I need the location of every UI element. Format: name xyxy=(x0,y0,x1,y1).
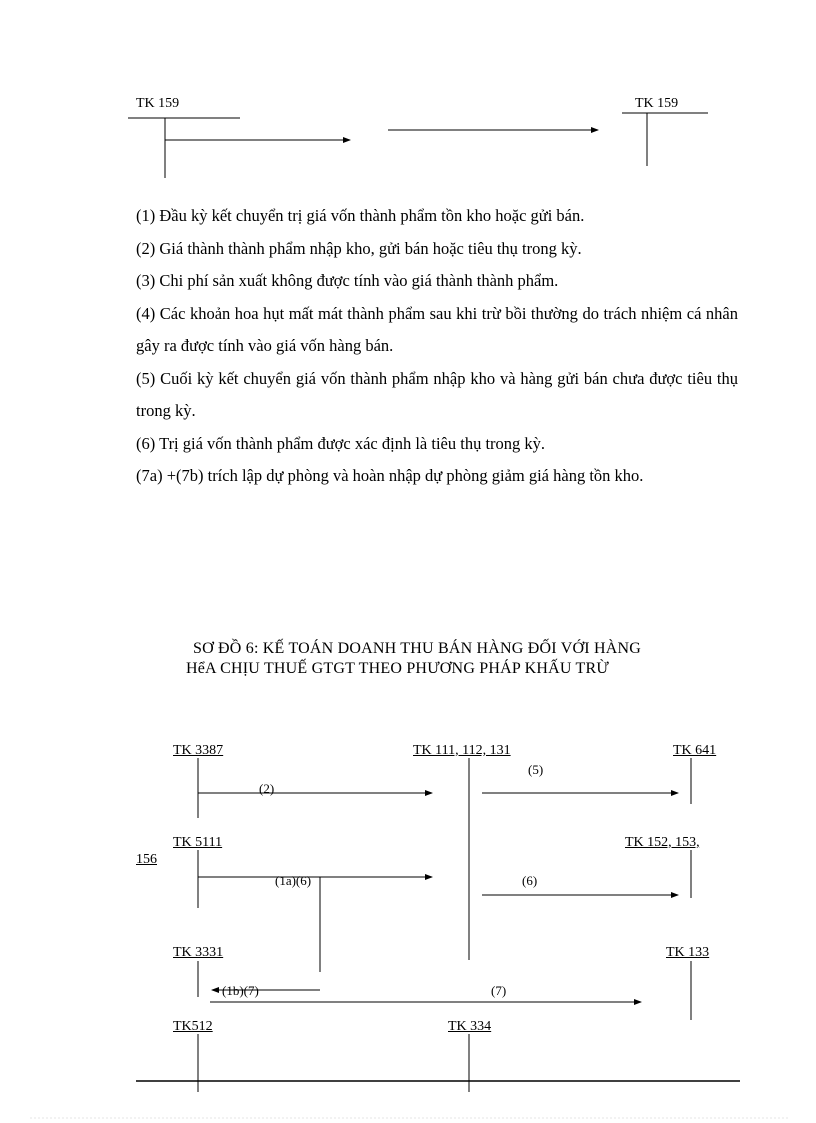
step-label-1b7: (1b)(7) xyxy=(222,983,259,998)
note-item: (5) Cuối kỳ kết chuyển giá vốn thành phẩm nhập kho và hàng gửi bán chưa được tiêu thụ trong kỳ. xyxy=(136,368,738,420)
note-item: (2) Giá thành thành phẩm nhập kho, gửi bán hoặc tiêu thụ trong kỳ. xyxy=(136,238,582,258)
note-item: (3) Chi phí sản xuất không được tính vào giá thành thành phẩm. xyxy=(136,271,559,290)
account-label-tk111: TK 111, 112, 131 xyxy=(413,743,511,758)
account-label-tk133: TK 133 xyxy=(666,945,710,960)
note-item: (7a) +(7b) trích lập dự phòng và hoàn nhập dự phòng giảm giá hàng tồn kho. xyxy=(136,466,644,485)
account-label-tk159-right: TK 159 xyxy=(635,96,679,111)
account-label-tk641: TK 641 xyxy=(673,743,717,758)
note-item: (1) Đầu kỳ kết chuyển trị giá vốn thành phẩm tồn kho hoặc gửi bán. xyxy=(136,206,585,225)
step-label-7: (7) xyxy=(491,983,507,998)
diagram-title-line2: HểA CHỊU THUẾ GTGT THEO PHƯƠNG PHÁP KHẤU TRỪ xyxy=(186,660,609,677)
account-label-tk152: TK 152, 153, xyxy=(625,835,700,850)
note-item: (6) Trị giá vốn thành phẩm được xác định là tiêu thụ trong kỳ. xyxy=(136,433,546,453)
account-label-tk152-cont: 156 xyxy=(136,852,157,867)
account-label-tk512: TK512 xyxy=(173,1019,213,1034)
diagram-title-line1: SƠ ĐỒ 6: KẾ TOÁN DOANH THU BÁN HÀNG ĐỐI VỚI HÀNG xyxy=(193,640,641,657)
account-label-tk3387: TK 3387 xyxy=(173,743,224,758)
account-label-tk159-left: TK 159 xyxy=(136,96,180,111)
note-item: (4) Các khoản hoa hụt mất mát thành phẩm sau khi trừ bồi thường do trách nhiệm cá nhân gây ra được tính vào giá vốn hàng bán. xyxy=(136,303,738,355)
account-label-tk334: TK 334 xyxy=(448,1019,492,1034)
account-label-tk3331: TK 3331 xyxy=(173,945,224,960)
step-label-2: (2) xyxy=(259,781,275,796)
account-label-tk5111: TK 5111 xyxy=(173,835,223,850)
step-label-5: (5) xyxy=(528,762,544,777)
step-label-6: (6) xyxy=(522,873,538,888)
notes-block xyxy=(136,200,738,493)
step-label-1a6: (1a)(6) xyxy=(275,873,312,888)
